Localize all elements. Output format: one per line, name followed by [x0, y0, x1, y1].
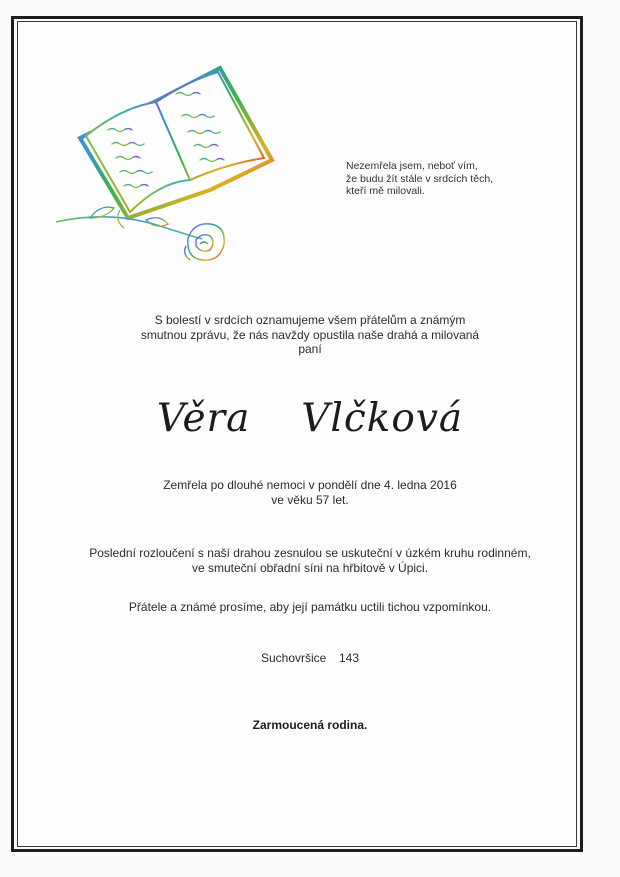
signature: Zarmoucená rodina. — [252, 718, 368, 732]
death-line: Zemřela po dlouhé nemoci v pondělí dne 4. ledna 2016 — [163, 478, 457, 492]
funeral-line: ve smuteční obřadní síni na hřbitově v Úpici. — [191, 560, 429, 575]
address: Suchovršice 143 — [260, 651, 360, 665]
death-line: ve věku 57 let. — [271, 492, 349, 507]
quote — [346, 160, 516, 198]
announcement-line: smutnou zprávu, že nás navždy opustila naše drahá a milovaná — [140, 327, 480, 342]
announcement-line: S bolestí v srdcích oznamujeme všem přátelům a známým — [154, 313, 466, 327]
announcement — [0, 313, 620, 357]
death-details — [0, 478, 620, 507]
open-book-with-rose-icon — [50, 60, 280, 270]
deceased-name: Věra Vlčková — [156, 396, 464, 441]
announcement-line: paní — [298, 342, 322, 356]
quote-line: že budu žít stále v srdcích těch, — [346, 172, 494, 185]
quote-line: Nezemřela jsem, neboť vím, — [346, 160, 478, 172]
funeral-details — [0, 546, 620, 575]
funeral-line: Poslední rozloučení s naší drahou zesnulou se uskuteční v úzkém kruhu rodinném, — [89, 546, 531, 560]
quote-line: kteří mě milovali. — [346, 185, 425, 197]
remembrance-request: Přátele a známé prosíme, aby její památku uctili tichou vzpomínkou. — [128, 600, 492, 614]
